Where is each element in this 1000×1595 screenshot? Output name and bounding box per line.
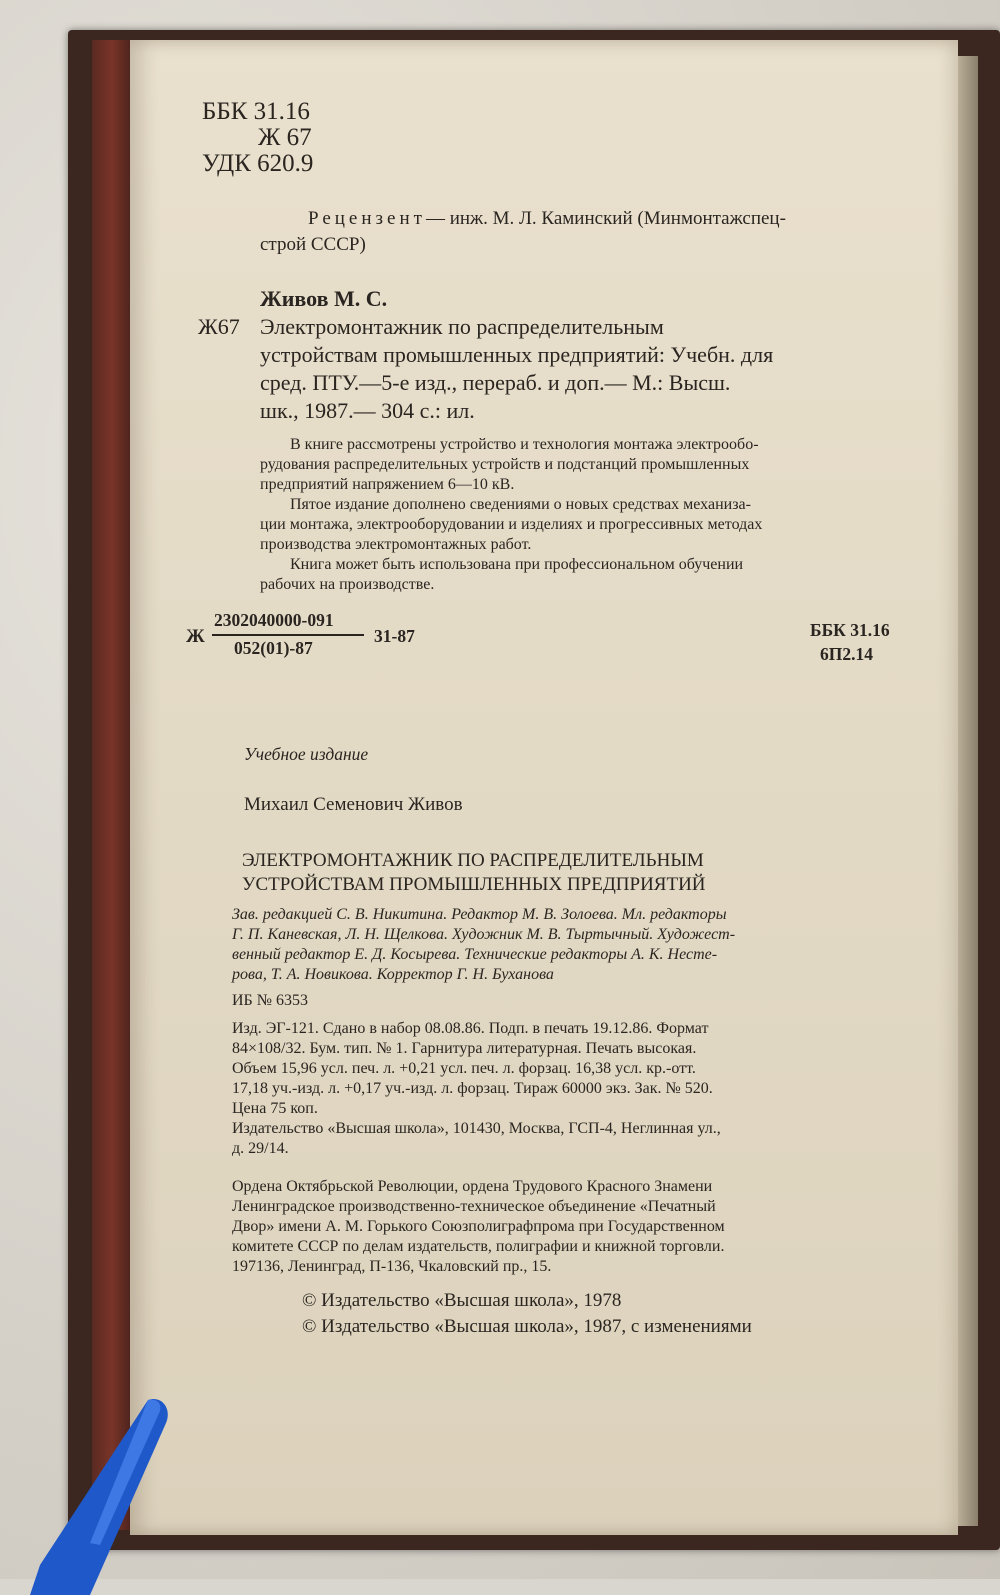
printer-line: Ленинградское производственно-техническое объединение «Печатный xyxy=(232,1198,716,1215)
formula-suffix: 31-87 xyxy=(374,626,415,646)
formula-prefix: Ж xyxy=(186,626,205,647)
bbk-code-right: 6П2.14 xyxy=(820,644,873,664)
print-detail-line: Издательство «Высшая школа», 101430, Москва, ГСП-4, Неглинная ул., xyxy=(232,1120,721,1137)
bbk-right: ББК 31.16 xyxy=(810,620,890,640)
copyright-line: © Издательство «Высшая школа», 1987, с изменениями xyxy=(302,1316,752,1337)
annotation-line: рудования распределительных устройств и подстанций промышленных xyxy=(260,456,750,473)
print-detail-line: 17,18 уч.-изд. л. +0,17 уч.-изд. л. форзац. Тираж 60000 экз. Зак. № 520. xyxy=(232,1080,713,1097)
copyright-line: © Издательство «Высшая школа», 1978 xyxy=(302,1290,622,1311)
staff-line: Г. П. Каневская, Л. Н. Щелкова. Художник М. В. Тыртычный. Художест- xyxy=(232,926,736,943)
catalog-line-2: устройствам промышленных предприятий: Учебн. для xyxy=(260,342,774,367)
reviewer-text: — инж. М. Л. Каминский (Минмонтажспец- xyxy=(425,208,786,229)
print-detail-line: Объем 15,96 усл. печ. л. +0,21 усл. печ. л. форзац. 16,38 усл. кр.-отт. xyxy=(232,1060,696,1077)
annotation-line: Пятое издание дополнено сведениями о новых средствах механиза- xyxy=(290,496,751,513)
catalog-line-1: Электромонтажник по распределительным xyxy=(260,314,664,339)
print-detail-line: Цена 75 коп. xyxy=(232,1100,318,1117)
annotation-line: предприятий напряжением 6—10 кВ. xyxy=(260,476,515,493)
catalog-author: Живов М. С. xyxy=(260,286,388,311)
staff-line: рова, Т. А. Новикова. Корректор Г. Н. Буханова xyxy=(232,966,554,983)
blue-pen xyxy=(30,1395,170,1595)
catalog-line-4: шк., 1987.— 304 с.: ил. xyxy=(260,398,475,423)
ib-number: ИБ № 6353 xyxy=(232,992,309,1009)
printer-line: Ордена Октябрьской Революции, ордена Трудового Красного Знамени xyxy=(232,1178,713,1195)
print-detail-line: Изд. ЭГ-121. Сдано в набор 08.08.86. Подп. в печать 19.12.86. Формат xyxy=(232,1020,709,1037)
author-code: Ж 67 xyxy=(258,124,312,151)
catalog-line-3: сред. ПТУ.—5-е изд., перераб. и доп.— М.: Высш. xyxy=(260,370,731,395)
formula-numerator: 2302040000-091 xyxy=(214,610,334,630)
book-spine-edge xyxy=(92,40,132,1530)
reviewer-label: Рецензент xyxy=(308,208,426,229)
annotation-line: рабочих на производстве. xyxy=(260,576,435,593)
udk-code: УДК 620.9 xyxy=(202,150,314,177)
annotation-line: Книга может быть использована при профессиональном обучении xyxy=(290,556,744,573)
staff-line: венный редактор Е. Д. Косырева. Технические редакторы А. К. Несте- xyxy=(232,946,718,963)
printer-line: комитете СССР по делам издательств, полиграфии и книжной торговли. xyxy=(232,1238,725,1255)
staff-line: Зав. редакцией С. В. Никитина. Редактор М. В. Золоева. Мл. редакторы xyxy=(232,906,727,923)
formula-fraction-line xyxy=(212,634,364,636)
reviewer-line-2: строй СССР) xyxy=(260,234,366,255)
annotation-line: В книге рассмотрены устройство и технология монтажа электрообо- xyxy=(290,436,759,453)
reviewer-line-1 xyxy=(308,208,786,230)
annotation-line: ции монтажа, электрооборудовании и изделиях и прогрессивных методах xyxy=(260,516,763,533)
title-line-1: ЭЛЕКТРОМОНТАЖНИК ПО РАСПРЕДЕЛИТЕЛЬНЫМ xyxy=(242,850,704,871)
printer-line: Двор» имени А. М. Горького Союзполиграфпрома при Государственном xyxy=(232,1218,725,1235)
author-full-name: Михаил Семенович Живов xyxy=(244,794,463,815)
print-detail-line: д. 29/14. xyxy=(232,1140,289,1157)
printer-line: 197136, Ленинград, П-136, Чкаловский пр., 15. xyxy=(232,1258,552,1275)
edition-type: Учебное издание xyxy=(244,744,369,764)
formula-denominator: 052(01)-87 xyxy=(234,638,313,658)
title-line-2: УСТРОЙСТВАМ ПРОМЫШЛЕННЫХ ПРЕДПРИЯТИЙ xyxy=(242,874,706,895)
page-stack-edge xyxy=(958,56,978,1526)
bbk-code: ББК 31.16 xyxy=(202,98,310,125)
annotation-line: производства электромонтажных работ. xyxy=(260,536,532,553)
book-page xyxy=(130,40,958,1535)
print-detail-line: 84×108/32. Бум. тип. № 1. Гарнитура литературная. Печать высокая. xyxy=(232,1040,697,1057)
catalog-code: Ж67 xyxy=(198,314,240,339)
